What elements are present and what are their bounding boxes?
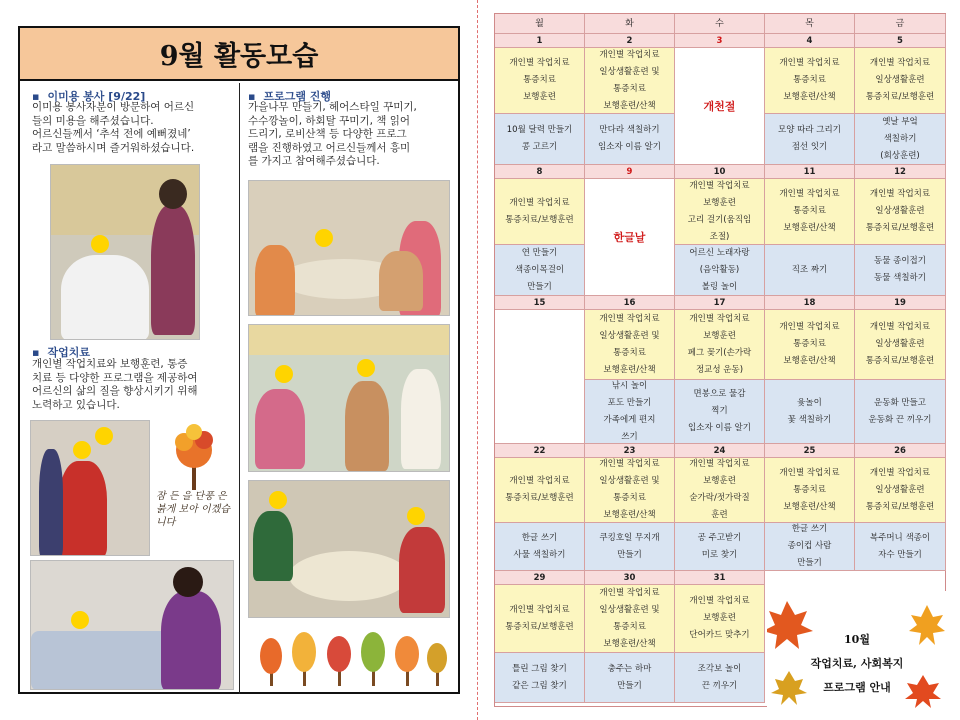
cell-text: 통증치료 [613,621,646,632]
blurred-face-icon [73,441,91,459]
cell-text: 끈 끼우기 [701,680,738,691]
blurred-face-icon [269,491,287,509]
cell-text: 보행훈련 [703,330,736,341]
ot-bed-photo [30,560,234,690]
pm-program-cell[interactable] [765,523,855,571]
am-program-cell[interactable] [765,48,855,114]
am-program-cell[interactable] [585,48,675,114]
staff-figure [399,527,445,613]
cell-text: 공 주고받기 [697,532,742,543]
date-cell: 4 [765,34,855,48]
cell-text: 틀린 그림 찾기 [512,663,567,674]
cell-text: 사물 색칠하기 [513,549,566,560]
cell-text: 보행훈련 [703,197,736,208]
cell-text: 만들기 [527,281,552,292]
cell-text: 조각보 놀이 [697,663,742,674]
pm-program-cell[interactable] [585,653,675,703]
cell-text: 입소자 이름 알기 [688,423,751,433]
notice-line: 프로그램 안내 [823,681,891,694]
blurred-face-icon [71,611,89,629]
date-cell: 9 [585,165,675,179]
cell-text: 개인별 작업치료 [689,596,750,606]
weekday-header: 목 [765,14,855,34]
cell-text: 개인별 작업치료 [779,322,840,332]
cell-text: 일상생활훈련 및 [599,476,660,486]
pm-program-cell[interactable] [495,653,585,703]
weekday-header: 월 [495,14,585,34]
cell-text: 임소자 이름 알기 [598,142,661,152]
cell-text: 옛날 부엌 [882,116,918,127]
ot-line: 치료 등 다양한 프로그램을 제공하여 [32,371,198,384]
date-cell: 2 [585,34,675,48]
cell-text: 개인별 작업치료 [689,180,750,191]
staff-figure [401,369,441,469]
cell-text: 훈련 [711,510,728,520]
cell-text: 보행훈련/산책 [783,501,836,512]
am-program-cell[interactable] [495,585,585,653]
cell-text: 면봉으로 물감 [693,389,746,399]
cell-text: 정교성 운동) [695,364,744,375]
am-program-cell[interactable] [675,310,765,380]
hair-line: 이미용 봉사자분이 방문하여 어르신 [32,101,195,113]
am-program-cell[interactable] [855,310,946,380]
cell-text: 고리 걸기(움직임 [687,214,752,225]
date-cell: 22 [495,444,585,458]
am-program-cell[interactable] [675,458,765,523]
program-walker-photo [248,324,450,472]
pm-program-cell[interactable] [585,523,675,571]
volunteer-figure [151,205,195,335]
date-cell: 5 [855,34,946,48]
program-line: 를 가지고 참여해주셨습니다. [248,155,380,167]
cell-text: 직조 짜기 [791,264,828,275]
resident-figure [255,245,295,316]
date-cell: 17 [675,296,765,310]
therapist-figure [161,591,221,690]
pm-program-cell[interactable] [765,114,855,165]
hair-cape [61,255,149,340]
pm-program-cell[interactable] [675,523,765,571]
pm-program-cell[interactable] [765,380,855,444]
cell-text: 한글 쓰기 [521,532,558,543]
cell-text: 보행훈련/산책 [603,364,656,375]
program-line: 수수깡놀이, 하회탈 꾸미기, 책 읽어 [248,114,411,127]
cell-text: 쓰기 [621,431,638,442]
hair-title-text: 이미용 봉사 [9/22] [47,90,146,103]
cell-text: 개인별 작업치료 [689,459,750,469]
program-table-photo [248,180,450,316]
weekday-header: 수 [675,14,765,34]
cell-text: 종이컵 사람 [787,541,832,551]
date-cell: 11 [765,165,855,179]
cell-text: 윷놀이 [797,397,822,408]
holiday-cell: 한글날 [585,179,675,296]
cell-text: 콩 고르기 [521,142,558,152]
cell-text: 만들기 [617,680,642,691]
am-program-cell[interactable] [585,310,675,380]
pm-program-cell[interactable] [585,114,675,165]
cell-text: 개인별 작업치료 [599,49,660,60]
blurred-face-icon [95,427,113,445]
date-cell: 29 [495,571,585,585]
cell-text: 개인별 작업치료 [779,467,840,478]
program-title-text: 프로그램 진행 [263,90,332,103]
cell-text: 연 만들기 [521,247,558,258]
program-line: 램을 진행하였고 어르신들께서 흥미 [248,141,411,154]
cell-text: 미로 찾기 [701,549,738,560]
bullet-icon: ▪ [32,346,40,359]
cell-text: 개인별 작업치료 [509,58,570,68]
blurred-face-icon [357,359,375,377]
cell-text: 어르신 노래자랑 [689,247,750,258]
am-program-cell[interactable] [495,458,585,523]
resident-figure [345,381,389,471]
cell-text: 개인별 작업치료 [869,58,931,68]
ot-line: 어르신의 삶의 질을 향상시키기 위해 [32,385,198,397]
date-cell: 26 [855,444,946,458]
cell-text: (음악활동) [699,264,740,275]
therapist-figure [39,449,63,556]
date-cell: 10 [675,165,765,179]
date-cell: 23 [585,444,675,458]
cell-text: 통증치료 [613,347,646,358]
pm-program-cell[interactable] [675,653,765,703]
program-line: 드리기, 로비산책 등 다양한 프로그 [248,128,407,140]
ot-walking-photo [30,420,150,556]
pm-program-cell[interactable] [855,380,946,444]
am-program-cell[interactable] [585,585,675,653]
cell-text: 숟가락/젓가락질 [689,493,750,503]
bed [31,631,171,690]
cell-text: 쿠킹호일 무지개 [599,532,660,543]
cell-text: 만다라 색칠하기 [599,125,660,135]
cell-text: 동물 종이접기 [874,256,926,266]
autumn-tree-icon [154,420,236,556]
cell-text: 통증치료/보행훈련 [505,493,574,503]
cell-text: 일상생활훈련 및 [599,604,660,615]
cell-text: 보행훈련/산책 [603,638,656,649]
cell-text: 찍기 [711,406,728,416]
program-section-body [248,101,460,169]
activity-panel [18,26,460,694]
cell-text: 꽃 색칠하기 [787,414,832,425]
pm-program-cell[interactable] [675,245,765,296]
cell-text: 같은 그림 찾기 [512,680,567,691]
ot-title-text: 작업치료 [47,346,90,359]
am-program-cell[interactable] [675,585,765,653]
cell-text: 통증치료 [613,493,646,503]
cell-text: 일상생활훈련 [875,484,925,495]
cell-text: 개인별 작업치료 [869,467,931,478]
am-program-cell[interactable] [855,48,946,114]
pm-program-cell[interactable] [495,523,585,571]
notice-month: 10월 [844,633,870,646]
holiday-cell [495,310,585,444]
date-cell: 25 [765,444,855,458]
cell-text: 보행훈련/산책 [603,510,656,520]
cell-text: 보행훈련 [703,476,736,486]
resident-figure [255,389,305,469]
cell-text: 운동화 만들고 [874,397,926,408]
cell-text: 개인별 작업치료 [509,197,570,208]
date-cell: 15 [495,296,585,310]
cell-text: 조절) [709,231,730,242]
cell-text: 개인별 작업치료 [869,189,931,199]
pm-program-cell[interactable] [495,114,585,165]
october-calendar [494,13,946,707]
pm-program-cell[interactable] [855,245,946,296]
cell-text: 통증치료 [523,75,556,85]
program-line: 가을나무 만들기, 헤어스타일 꾸미기, [248,101,417,113]
am-program-cell[interactable] [585,458,675,523]
autumn-calligraphy [154,420,236,556]
cell-text: 만들기 [797,558,822,568]
cell-text: 통증치료/보행훈련 [865,356,935,366]
hair-line: 들의 미용을 해주셨습니다. [32,114,154,127]
cell-text: 보행훈련 [523,92,556,102]
blurred-face-icon [275,365,293,383]
cell-text: 개인별 작업치료 [509,604,570,615]
autumn-trees-icon [248,624,452,690]
volunteer-head [159,179,187,209]
cell-text: 개인별 작업치료 [779,189,840,199]
program-craft-photo [248,480,450,618]
column-divider [239,83,240,694]
wall-decor [249,325,450,355]
cell-text: 통증치료/보행훈련 [865,92,935,102]
cell-text: 낚시 놀이 [611,380,648,391]
cell-text: 페그 꽂기(손가락 [687,347,752,358]
date-cell: 12 [855,165,946,179]
hair-service-photo [50,164,200,340]
cell-text: 복주머니 색종이 [869,532,931,543]
date-cell: 31 [675,571,765,585]
hair-line: 어르신들께서 ‘추석 전에 예뻐졌네’ [32,128,191,140]
cell-text: 통증치료/보행훈련 [865,501,935,512]
patient-figure [59,461,107,556]
bullet-icon: ▪ [32,90,40,103]
date-cell: 8 [495,165,585,179]
cell-text: 일상생활훈련 및 [599,330,660,341]
cell-text: 볼링 놀이 [701,281,738,292]
date-cell: 24 [675,444,765,458]
cell-text: 통증치료 [793,75,826,85]
ot-line: 개인별 작업치료와 보행훈련, 통증 [32,358,188,370]
holiday-cell: 개천절 [675,48,765,165]
cell-text: 통증치료/보행훈련 [865,223,935,233]
cell-text: 점선 잇기 [791,142,828,152]
am-program-cell[interactable] [675,179,765,245]
weekday-header: 금 [855,14,946,34]
date-cell: 30 [585,571,675,585]
am-program-cell[interactable] [855,458,946,523]
cell-text: 충주는 하마 [607,663,652,674]
calligraphy-text: 잠 든 을 단풍 은 붉게 보아 이겠습니다 [156,491,231,528]
date-cell: 1 [495,34,585,48]
am-program-cell[interactable] [495,48,585,114]
cell-text: 개인별 작업치료 [599,313,660,324]
hair-line: 라고 말씀하시며 즐거워하셨습니다. [32,141,195,154]
weekday-header: 화 [585,14,675,34]
page-title: 9월 활동모습 [20,28,458,81]
autumn-trees-illustration [248,624,452,690]
bullet-icon: ▪ [248,90,256,103]
cell-text: 색종이목걸이 [514,264,565,275]
pm-program-cell[interactable] [855,114,946,165]
pm-program-cell[interactable] [765,245,855,296]
cell-text: 일상생활훈련 및 [599,66,660,77]
resident-figure [379,251,423,311]
cell-text: 보행훈련/산책 [783,356,836,366]
cell-text: 개인별 작업치료 [599,587,660,598]
cell-text: 통증치료 [793,339,826,349]
notice-line: 작업치료, 사회복지 [810,657,904,670]
cell-text: 자수 만들기 [878,549,922,560]
cell-text: 보행훈련 [703,613,736,623]
am-program-cell[interactable] [495,179,585,245]
date-cell: 16 [585,296,675,310]
cell-text: 단어카드 맞추기 [689,630,750,640]
cell-text: 보행훈련/산책 [783,223,836,233]
cell-text: (회상훈련) [880,150,920,161]
ot-line: 노력하고 있습니다. [32,398,120,411]
date-cell: 19 [855,296,946,310]
cell-text: 일상생활훈련 [875,206,925,216]
page-divider [477,0,478,720]
craft-table [289,551,409,601]
cell-text: 만들기 [617,549,642,560]
cell-text: 통증치료 [613,83,646,94]
cell-text: 보행훈련/산책 [603,100,656,111]
cell-text: 모양 따라 그리기 [778,125,841,135]
am-program-cell[interactable] [765,179,855,245]
blurred-face-icon [315,229,333,247]
hair-section-body [32,101,237,155]
cell-text: 통증치료 [793,484,826,495]
date-cell: 3 [675,34,765,48]
blurred-face-icon [407,507,425,525]
cell-text: 10월 달력 만들기 [506,125,573,135]
cell-text: 개인별 작업치료 [689,313,750,324]
pm-program-cell[interactable] [855,523,946,571]
cell-text: 일상생활훈련 [875,339,925,349]
am-program-cell[interactable] [765,458,855,523]
cell-text: 일상생활훈련 [875,75,925,85]
cell-text: 보행훈련/산책 [783,92,836,102]
cell-text: 개인별 작업치료 [869,322,931,332]
date-cell: 18 [765,296,855,310]
pm-program-cell[interactable] [495,245,585,296]
am-program-cell[interactable] [855,179,946,245]
ot-section-body [32,358,237,412]
cell-text: 통증치료/보행훈련 [505,214,574,225]
cell-text: 한글 쓰기 [791,524,828,534]
cell-text: 가족에게 편지 [603,414,656,425]
pm-program-cell[interactable] [585,380,675,444]
blurred-face-icon [91,235,109,253]
cell-text: 동물 색칠하기 [874,273,926,283]
cell-text: 개인별 작업치료 [509,476,570,486]
cell-text: 색칠하기 [883,133,917,144]
pm-program-cell[interactable] [675,380,765,444]
resident-figure [253,511,293,581]
therapist-head [173,567,203,597]
cell-text: 개인별 작업치료 [599,459,660,469]
cell-text: 운동화 끈 끼우기 [868,414,932,425]
cell-text: 포도 만들기 [607,397,652,408]
notice-box [767,591,947,708]
cell-text: 개인별 작업치료 [779,58,840,68]
cell-text: 통증치료 [793,206,826,216]
cell-text: 통증치료/보행훈련 [505,621,574,632]
am-program-cell[interactable] [765,310,855,380]
